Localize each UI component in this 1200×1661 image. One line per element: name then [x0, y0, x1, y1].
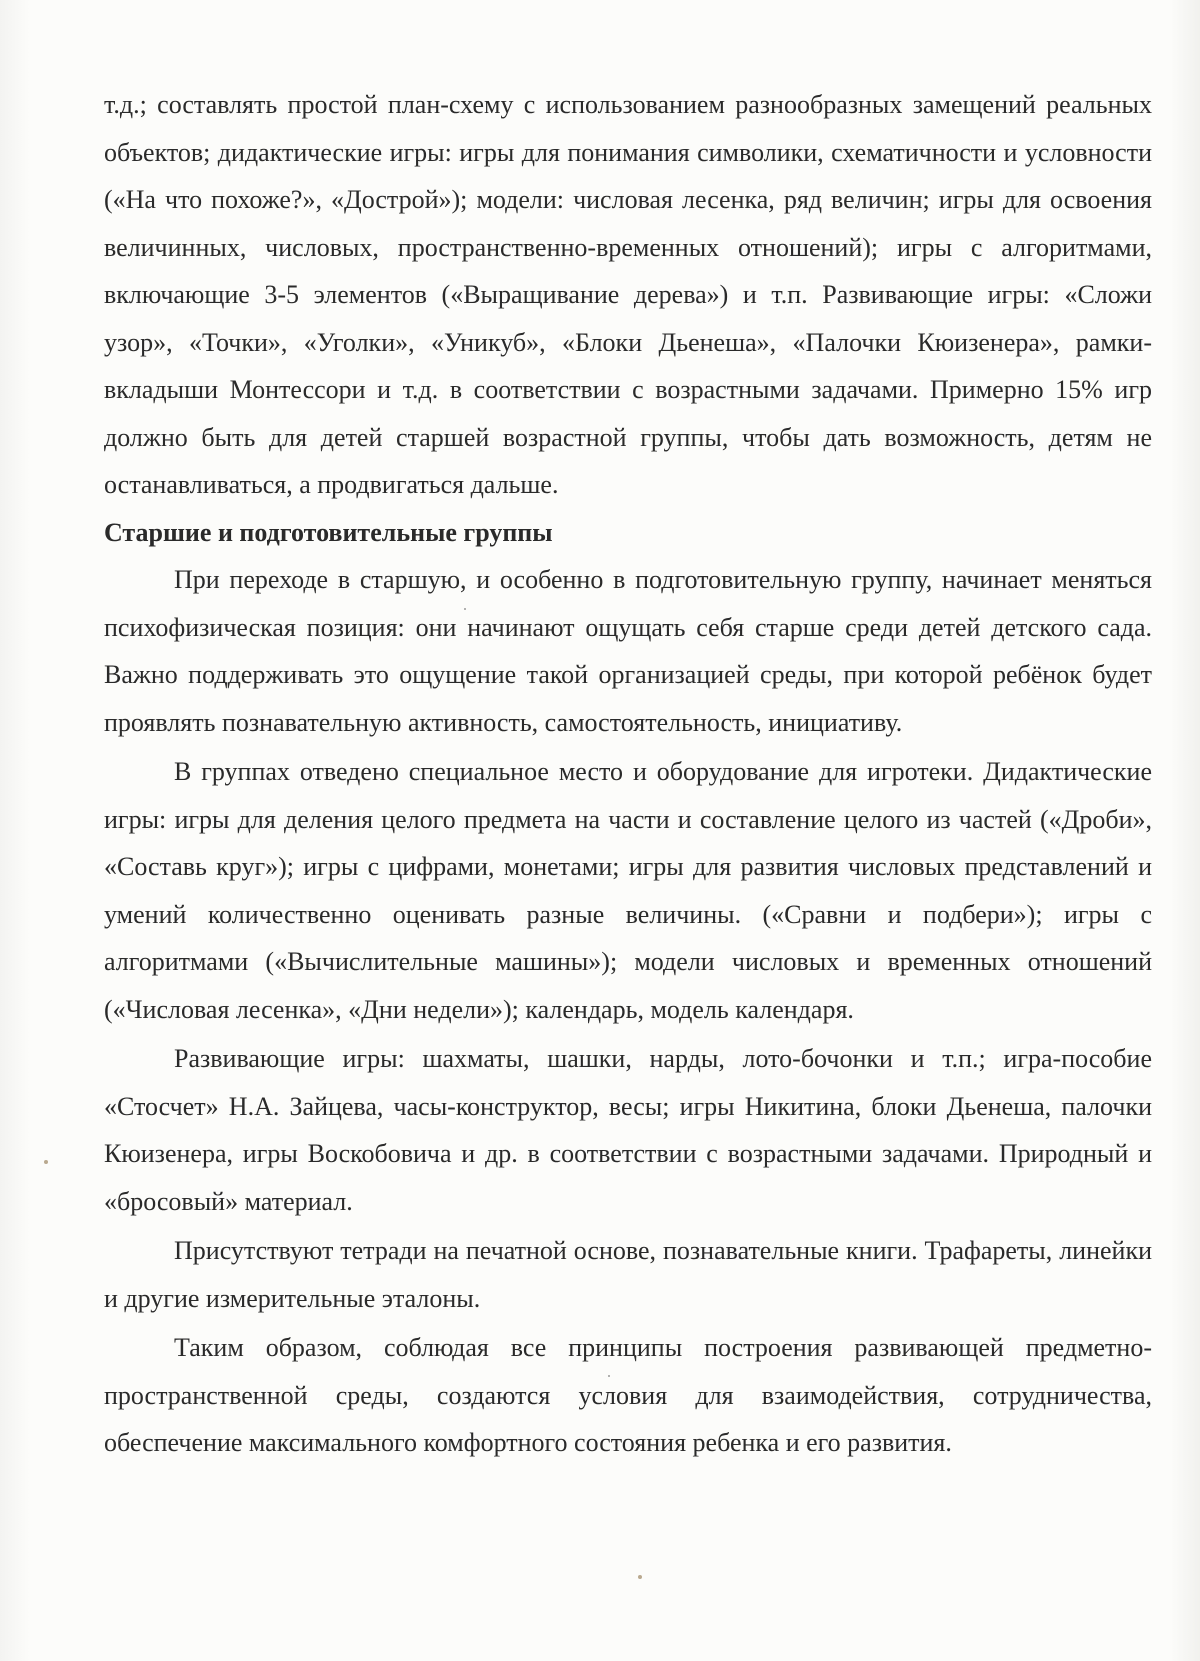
- paragraph-conclusion: Таким образом, соблюдая все принципы построения развивающей предметно-пространственной среды, создаются условия для взаимодействия, сотрудничества, обеспечение максимального комфортного состояния ребенка и его развития.: [104, 1333, 1152, 1457]
- paragraph-playroom: В группах отведено специальное место и оборудование для игротеки. Дидактические игры: игры для деления целого предмета на части и составление целого из частей («Дроби», «Составь круг»); игры с цифрами, монетами; игры для развития числовых представлений и умений количественно оценивать разные величины. («Сравни и подбери»); игры с алгоритмами («Вычислительные машины»); модели числовых и временных отношений («Числовая лесенка», «Дни недели»); календарь, модель календаря.: [104, 757, 1152, 1024]
- scan-speck: [44, 1160, 48, 1164]
- paragraph-workbooks: Присутствуют тетради на печатной основе, познавательные книги. Трафареты, линейки и другие измерительные эталоны.: [104, 1236, 1152, 1313]
- scan-speck: [638, 1575, 642, 1579]
- section-heading: Старшие и подготовительные группы: [104, 517, 553, 547]
- scan-speck: [464, 608, 466, 610]
- paragraph-transition: При переходе в старшую, и особенно в подготовительную группу, начинает меняться психофизическая позиция: они начинают ощущать себя старше среди детей детского сада. Важно поддерживать это ощущение такой организацией среды, при которой ребёнок будет проявлять познавательную активность, самостоятельность, инициативу.: [104, 565, 1152, 737]
- scan-speck: [608, 1375, 610, 1377]
- paragraph-continuation: т.д.; составлять простой план-схему с использованием разнообразных замещений реальных объектов; дидактические игры: игры для понимания символики, схематичности и условности («На что похоже?», «Дострой»); модели: числовая лесенка, ряд величин; игры для освоения величинных, числовых, пространственно-временных отношений); игры с алгоритмами, включающие 3-5 элементов («Выращивание дерева») и т.п. Развивающие игры: «Сложи узор», «Точки», «Уголки», «Уникуб», «Блоки Дьенеша», «Палочки Кюизенера», рамки-вкладыши Монтессори и т.д. в соответствии с возрастными задачами. Примерно 15% игр должно быть для детей старшей возрастной группы, чтобы дать возможность, детям не останавливаться, а продвигаться дальше.: [104, 90, 1152, 499]
- document-body: [104, 81, 1152, 1467]
- paragraph-developing-games: Развивающие игры: шахматы, шашки, нарды, лото-бочонки и т.п.; игра-пособие «Стосчет» Н.А. Зайцева, часы-конструктор, весы; игры Никитина, блоки Дьенеша, палочки Кюизенера, игры Воскобовича и др. в соответствии с возрастными задачами. Природный и «бросовый» материал.: [104, 1044, 1152, 1216]
